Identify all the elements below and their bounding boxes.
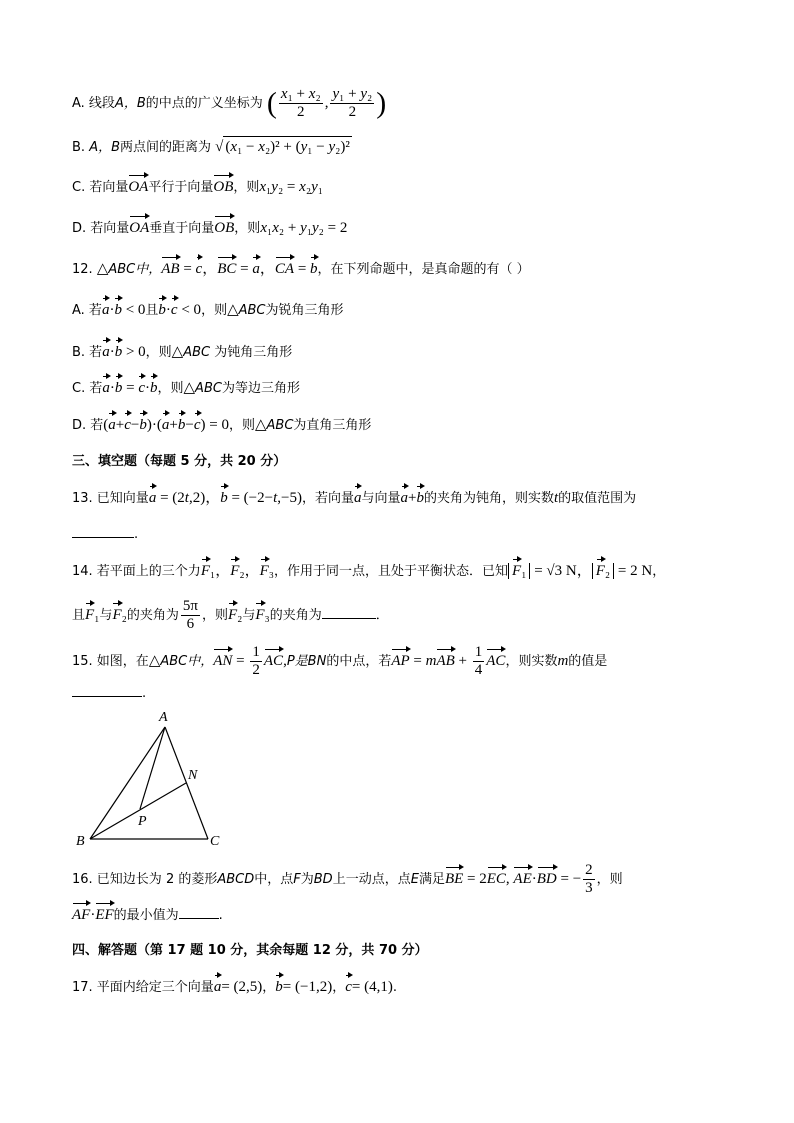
section-4-heading: 四、解答题（第 17 题 10 分，其余每题 12 分，共 70 分） [72,943,428,958]
question-17: 17. 平面内给定三个向量a= (2,5)，b= (−1,2)，c= (4,1). [72,979,397,995]
triangle-figure [70,705,240,855]
option-c: C. 若向量OA平行于向量OB，则x₁y₂ = x₂y₁ [72,179,323,195]
q13-answer-line: . [72,525,138,545]
option-a: A. 线段A，B的中点的广义坐标为 ( $\frac{\text{x₁ + x₂}}{2}$ , $\frac{\text{y₁ + y₂}}{2}$ ) [72,86,387,120]
label-n: N [188,768,198,783]
label-p: P [138,814,147,829]
section-3-heading: 三、填空题（每题 5 分，共 20 分） [72,454,287,469]
edge-ac [165,727,208,839]
segment-ap [140,727,165,809]
q12-option-b: B. 若a·b > 0，则△ABC 为钝角三角形 [72,344,293,360]
question-12: 12. △ABC中，AB = c，BC = a，CA = b，在下列命题中，是真命题的有（ ） [72,261,530,277]
midpoint-y-fraction: $\frac{\text{y₁ + y₂}}{2}$ [332,86,373,120]
question-13: 13. 已知向量a = (2t,2)，b = (−2−t,−5)，若向量a与向量a+b的夹角为钝角，则实数t的取值范围为 [72,490,637,506]
question-16-line-2: AF·EF的最小值为 . [72,907,223,923]
q15-answer-line: . [72,684,146,704]
label-b: B [76,834,85,849]
option-d: D. 若向量OA垂直于向量OB，则x₁x₂ + y₁y₂ = 2 [72,220,348,236]
question-14: 14. 若平面上的三个力F₁，F₂，F₃，作用于同一点，且处于平衡状态．已知 F₁ = √3 N， F₂ = 2 N， [72,563,666,579]
q12-option-a: A. 若a·b < 0且b·c < 0，则△ABC为锐角三角形 [72,302,344,318]
distance-formula: √ (x₁ − x₂)² + (y₁ − y₂)² [215,139,352,155]
midpoint-x-fraction: $\frac{\text{x₁ + x₂}}{2}$ [280,86,321,120]
question-16: 16. 已知边长为 2 的菱形ABCD中，点F为BD上一动点，点E满足BE = 2EC, AE·BD = − $\frac{2}{3}$ ，则 [72,862,623,896]
q12-option-c: C. 若a·b = c·b，则△ABC为等边三角形 [72,380,300,396]
label-c: C [210,834,220,849]
segment-bn [90,783,186,839]
label-a: A [159,710,168,725]
option-b: B. A，B两点间的距离为 √ (x₁ − x₂)² + (y₁ − y₂)² [72,136,352,158]
question-15: 15. 如图，在△ABC中，AN = $\frac{1}{2}$ AC,P是BN的中点，若AP = mAB + $\frac{1}{4}$ AC，则实数m的值是 [72,644,608,678]
q12-option-d: D. 若(a+c−b)·(a+b−c) = 0，则△ABC为直角三角形 [72,417,372,433]
edge-ab [90,727,165,839]
question-14-line-2: 且F₁与F₂的夹角为 $\frac{5\pi}{6}$ ，则F₂与F₃的夹角为 ． [72,598,389,632]
